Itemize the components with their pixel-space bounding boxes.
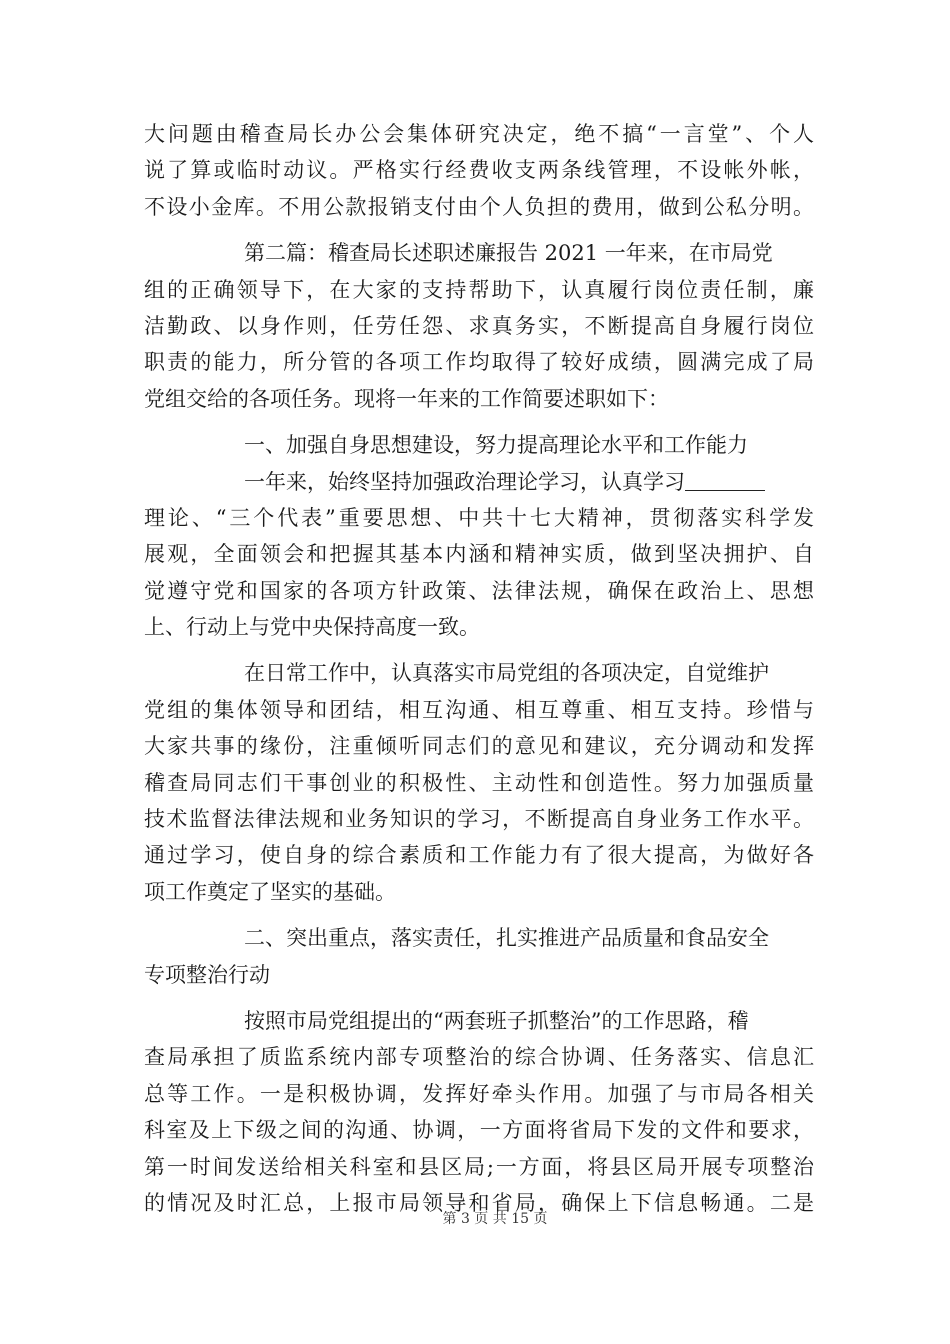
text-line: 技术监督法律法规和业务知识的学习，不断提高自身业务工作水平。 bbox=[144, 807, 814, 832]
text-line: 组的正确领导下，在大家的支持帮助下，认真履行岗位责任制，廉 bbox=[144, 277, 814, 302]
section-heading: 一、加强自身思想建设，努力提高理论水平和工作能力 bbox=[244, 433, 748, 458]
text-line: 理论、“三个代表”重要思想、中共十七大精神，贯彻落实科学发 bbox=[144, 505, 814, 530]
text-line: 不设小金库。不用公款报销支付由个人负担的费用，做到公私分明。 bbox=[144, 194, 814, 219]
text-line: 职责的能力，所分管的各项工作均取得了较好成绩，圆满完成了局 bbox=[144, 350, 814, 375]
text-line: 上、行动上与党中央保持高度一致。 bbox=[144, 615, 480, 640]
text-line: 项工作奠定了坚实的基础。 bbox=[144, 879, 396, 904]
text-line: 说了算或临时动议。严格实行经费收支两条线管理，不设帐外帐， bbox=[144, 158, 814, 183]
text-line: 总等工作。一是积极协调，发挥好牵头作用。加强了与市局各相关 bbox=[144, 1081, 814, 1106]
section-heading-continued: 专项整治行动 bbox=[144, 962, 270, 987]
text-line: 的情况及时汇总，上报市局领导和省局，确保上下信息畅通。二是 bbox=[144, 1190, 814, 1215]
page-footer bbox=[0, 1208, 950, 1228]
text-line: 在日常工作中，认真落实市局党组的各项决定，自觉维护 bbox=[244, 661, 769, 686]
document-body bbox=[144, 116, 814, 1221]
section-heading-line: 第二篇：稽查局长述职述廉报告 2021 一年来，在市局党 bbox=[244, 241, 773, 266]
text-line: 觉遵守党和国家的各项方针政策、法律法规，确保在政治上、思想 bbox=[144, 578, 814, 603]
text-line: 按照市局党组提出的“两套班子抓整治”的工作思路，稽 bbox=[244, 1008, 749, 1033]
section-heading: 二、突出重点，落实责任，扎实推进产品质量和食品安全 bbox=[244, 926, 769, 951]
text-line: 一年来，始终坚持加强政治理论学习，认真学习 bbox=[144, 464, 814, 500]
text-line: 第一时间发送给相关科室和县区局;一方面，将县区局开展专项整治 bbox=[144, 1154, 814, 1179]
text-line: 科室及上下级之间的沟通、协调，一方面将省局下发的文件和要求， bbox=[144, 1118, 814, 1143]
text-line: 大家共事的缘份，注重倾听同志们的意见和建议，充分调动和发挥 bbox=[144, 734, 814, 759]
text-line: 通过学习，使自身的综合素质和工作能力有了很大提高，为做好各 bbox=[144, 843, 814, 868]
text-line: 党组交给的各项任务。现将一年来的工作简要述职如下： bbox=[144, 386, 669, 411]
text-line: 稽查局同志们干事创业的积极性、主动性和创造性。努力加强质量 bbox=[144, 770, 814, 795]
text-line: 洁勤政、以身作则，任劳任怨、求真务实，不断提高自身履行岗位 bbox=[144, 313, 814, 338]
text-line: 查局承担了质监系统内部专项整治的综合协调、任务落实、信息汇 bbox=[144, 1045, 814, 1070]
text-line: 展观，全面领会和把握其基本内涵和精神实质，做到坚决拥护、自 bbox=[144, 542, 814, 567]
redacted-blank bbox=[685, 470, 765, 491]
page-number: 第 3 页 共 15 页 bbox=[442, 1211, 548, 1227]
text-line: 大问题由稽查局长办公会集体研究决定，绝不搞“一言堂”、个人 bbox=[144, 122, 814, 146]
text-line: 党组的集体领导和团结，相互沟通、相互尊重、相互支持。珍惜与 bbox=[144, 697, 814, 722]
